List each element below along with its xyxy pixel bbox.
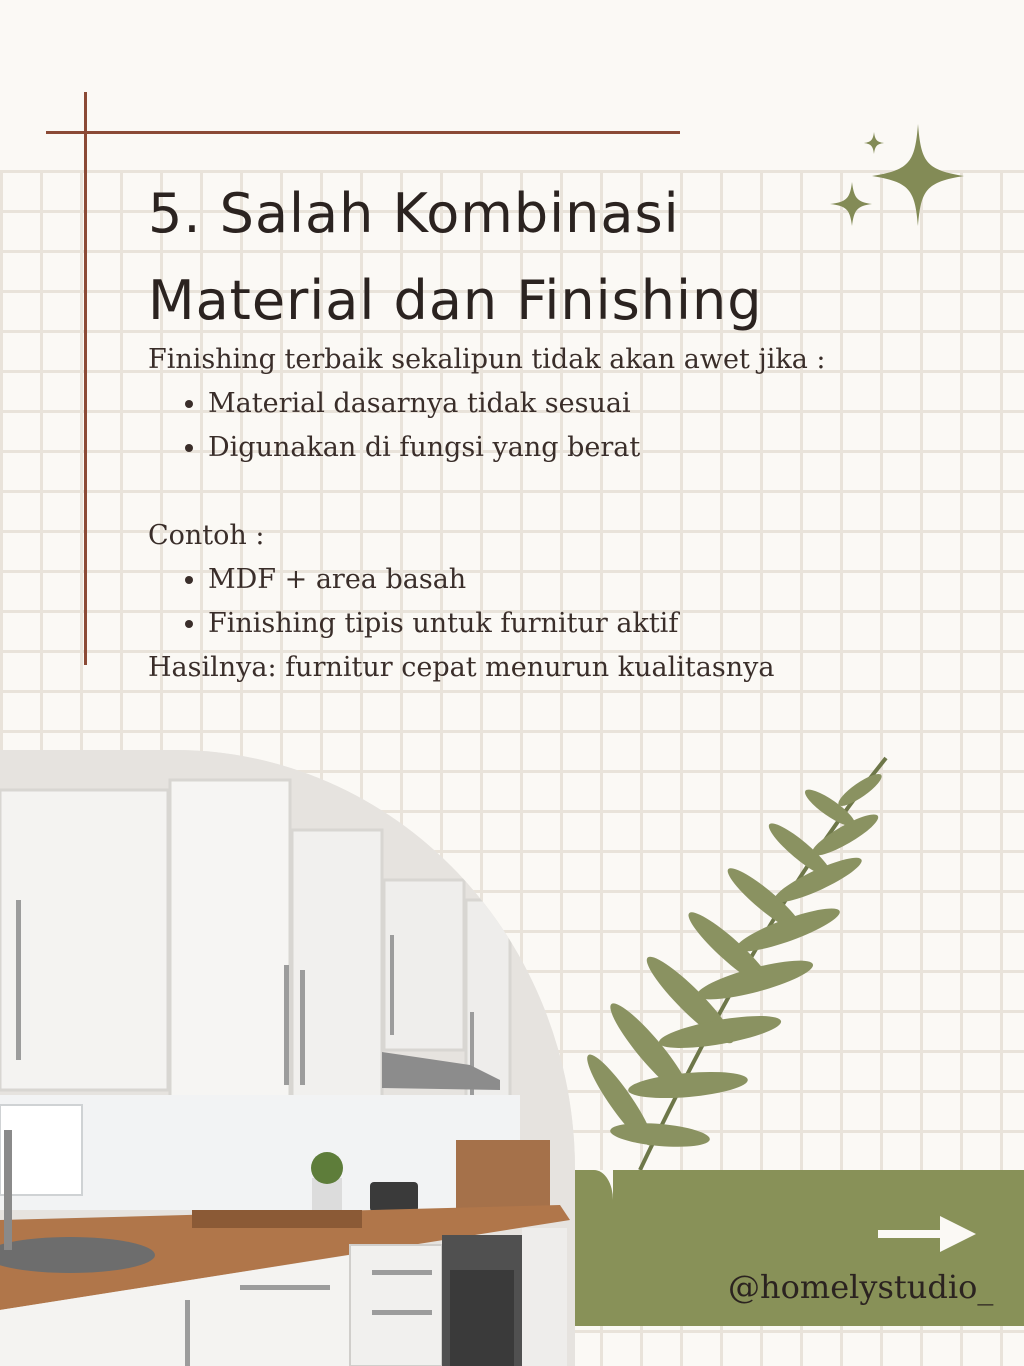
arrow-right-icon[interactable] — [878, 1216, 976, 1252]
condition-list — [148, 382, 948, 470]
intro-text: Finishing terbaik sekalipun tidak akan awet jika : — [148, 344, 826, 375]
fern-image — [560, 750, 900, 1180]
accent-vertical-line — [84, 92, 87, 665]
sparkle-icon — [826, 122, 966, 232]
result-text: Hasilnya: furnitur cepat menurun kualitasnya — [148, 652, 775, 683]
footer-tab — [575, 1170, 613, 1326]
accent-horizontal-line — [46, 131, 680, 134]
example-label: Contoh : — [148, 520, 265, 551]
page-title — [148, 170, 763, 344]
list-item: • Digunakan di fungsi yang berat — [208, 426, 948, 470]
list-item: • Material dasarnya tidak sesuai — [208, 382, 948, 426]
title-line-2: Material dan Finishing — [148, 269, 763, 332]
list-item: • MDF + area basah — [208, 558, 948, 602]
list-item: • Finishing tipis untuk furnitur aktif — [208, 602, 948, 646]
content-body — [148, 338, 948, 690]
social-handle: @homelystudio_ — [728, 1268, 994, 1306]
example-list — [148, 558, 948, 646]
title-line-1: 5. Salah Kombinasi — [148, 182, 680, 245]
